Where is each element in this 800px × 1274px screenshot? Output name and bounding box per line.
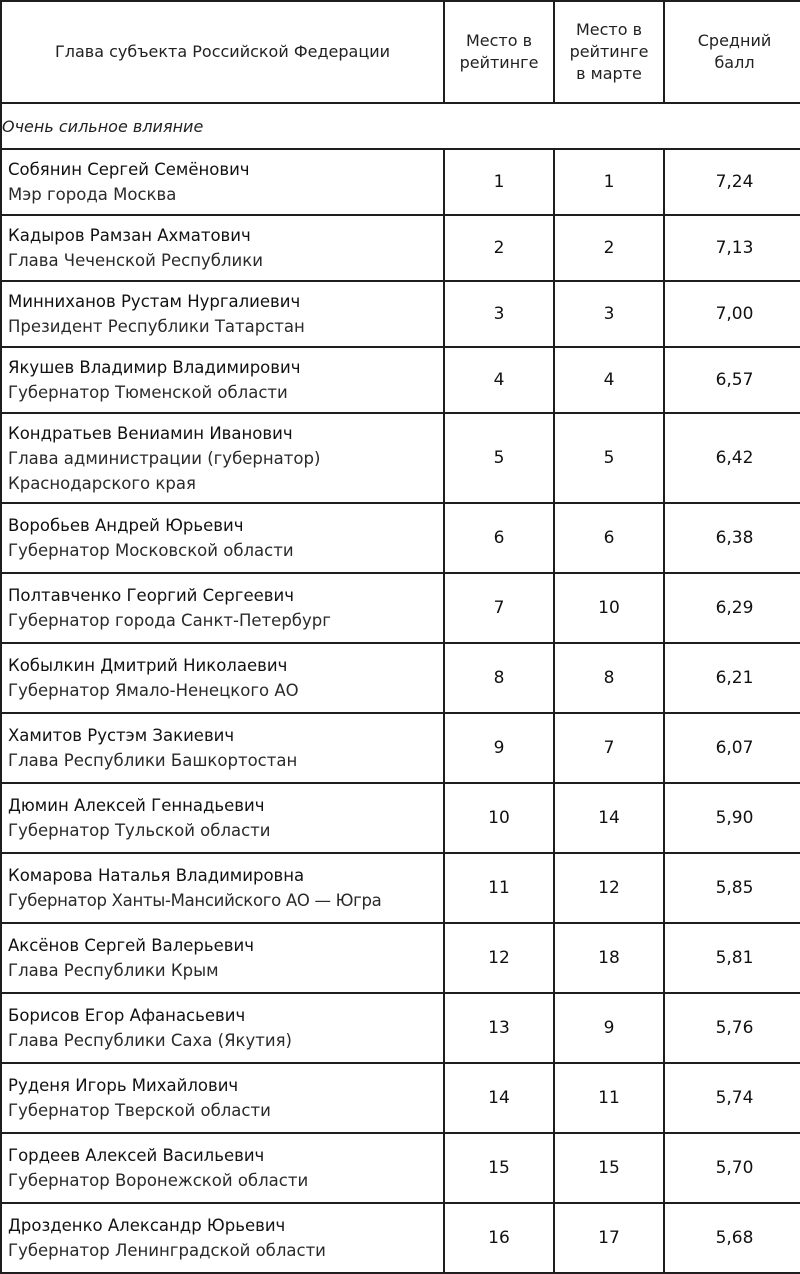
table-row bbox=[1, 347, 800, 413]
rank-cell: 7 bbox=[444, 573, 554, 643]
score-cell: 6,07 bbox=[664, 713, 800, 783]
rank-cell: 9 bbox=[444, 713, 554, 783]
person-name: Гордеев Алексей Васильевич bbox=[8, 1146, 265, 1165]
table-row bbox=[1, 413, 800, 503]
rank-cell: 15 bbox=[444, 1133, 554, 1203]
rank-march-cell: 17 bbox=[554, 1203, 664, 1273]
table-row bbox=[1, 1133, 800, 1203]
person-name: Руденя Игорь Михайлович bbox=[8, 1076, 239, 1095]
table-body bbox=[1, 103, 800, 1273]
score-cell: 7,13 bbox=[664, 215, 800, 281]
rank-cell: 13 bbox=[444, 993, 554, 1063]
score-cell: 6,57 bbox=[664, 347, 800, 413]
person-post-line-2: Краснодарского края bbox=[8, 473, 196, 493]
person-post: Мэр города Москва bbox=[8, 185, 177, 204]
header-rank-march: Место в рейтинге в марте bbox=[554, 1, 664, 103]
person-name: Якушев Владимир Владимирович bbox=[8, 358, 301, 377]
person-name: Аксёнов Сергей Валерьевич bbox=[8, 936, 254, 955]
score-cell: 7,00 bbox=[664, 281, 800, 347]
person-post: Губернатор Тверской области bbox=[8, 1101, 271, 1120]
score-cell: 6,42 bbox=[664, 413, 800, 503]
person-post: Губернатор Тюменской области bbox=[8, 383, 288, 402]
table-row bbox=[1, 573, 800, 643]
score-cell: 5,90 bbox=[664, 783, 800, 853]
person-name: Кобылкин Дмитрий Николаевич bbox=[8, 656, 288, 675]
table-row bbox=[1, 281, 800, 347]
rank-march-cell: 18 bbox=[554, 923, 664, 993]
person-post: Губернатор Воронежской области bbox=[8, 1171, 309, 1190]
score-cell: 6,29 bbox=[664, 573, 800, 643]
person-name: Дрозденко Александр Юрьевич bbox=[8, 1216, 286, 1235]
table-row bbox=[1, 1063, 800, 1133]
table-row bbox=[1, 853, 800, 923]
rank-march-cell: 7 bbox=[554, 713, 664, 783]
person-post: Глава Чеченской Республики bbox=[8, 251, 263, 270]
rank-cell: 4 bbox=[444, 347, 554, 413]
rank-march-cell: 9 bbox=[554, 993, 664, 1063]
rank-march-cell: 12 bbox=[554, 853, 664, 923]
person-post: Губернатор Ямало-Ненецкого АО bbox=[8, 681, 299, 700]
person-post: Губернатор Ханты-Мансийского АО — Югра bbox=[8, 891, 382, 910]
person-name: Воробьев Андрей Юрьевич bbox=[8, 516, 244, 535]
person-post: Глава Республики Саха (Якутия) bbox=[8, 1031, 292, 1050]
rank-march-cell: 8 bbox=[554, 643, 664, 713]
score-cell: 6,38 bbox=[664, 503, 800, 573]
rank-march-cell: 10 bbox=[554, 573, 664, 643]
score-cell: 7,24 bbox=[664, 149, 800, 215]
header-row bbox=[1, 1, 800, 103]
section-title: Очень сильное влияние bbox=[1, 103, 800, 149]
rank-march-cell: 11 bbox=[554, 1063, 664, 1133]
section-row bbox=[1, 103, 800, 149]
rank-cell: 14 bbox=[444, 1063, 554, 1133]
rank-cell: 11 bbox=[444, 853, 554, 923]
person-name: Кадыров Рамзан Ахматович bbox=[8, 226, 251, 245]
rank-cell: 5 bbox=[444, 413, 554, 503]
score-cell: 5,68 bbox=[664, 1203, 800, 1273]
person-post: Губернатор города Санкт-Петербург bbox=[8, 611, 331, 630]
person-post: Президент Республики Татарстан bbox=[8, 317, 305, 336]
score-cell: 5,70 bbox=[664, 1133, 800, 1203]
person-name: Полтавченко Георгий Сергеевич bbox=[8, 586, 294, 605]
rank-march-cell: 14 bbox=[554, 783, 664, 853]
table-row bbox=[1, 215, 800, 281]
rank-march-cell: 15 bbox=[554, 1133, 664, 1203]
person-name: Хамитов Рустэм Закиевич bbox=[8, 726, 235, 745]
table-row bbox=[1, 1203, 800, 1273]
person-name: Комарова Наталья Владимировна bbox=[8, 866, 305, 885]
header-governor: Глава субъекта Российской Федерации bbox=[1, 1, 444, 103]
person-post: Глава администрации (губернатор) bbox=[8, 448, 321, 468]
person-post: Губернатор Ленинградской области bbox=[8, 1241, 326, 1260]
table-row bbox=[1, 993, 800, 1063]
score-cell: 5,74 bbox=[664, 1063, 800, 1133]
rank-cell: 10 bbox=[444, 783, 554, 853]
rank-march-cell: 5 bbox=[554, 413, 664, 503]
rank-cell: 6 bbox=[444, 503, 554, 573]
person-post: Губернатор Тульской области bbox=[8, 821, 271, 840]
score-cell: 5,81 bbox=[664, 923, 800, 993]
rank-march-cell: 2 bbox=[554, 215, 664, 281]
person-name: Дюмин Алексей Геннадьевич bbox=[8, 796, 265, 815]
person-post: Губернатор Московской области bbox=[8, 541, 294, 560]
table-row bbox=[1, 503, 800, 573]
table-row bbox=[1, 713, 800, 783]
rank-cell: 2 bbox=[444, 215, 554, 281]
rank-march-cell: 6 bbox=[554, 503, 664, 573]
table-row bbox=[1, 643, 800, 713]
table-row bbox=[1, 783, 800, 853]
rank-cell: 12 bbox=[444, 923, 554, 993]
rank-march-cell: 1 bbox=[554, 149, 664, 215]
person-name: Минниханов Рустам Нургалиевич bbox=[8, 292, 301, 311]
rank-cell: 3 bbox=[444, 281, 554, 347]
score-cell: 5,85 bbox=[664, 853, 800, 923]
table-row bbox=[1, 149, 800, 215]
rank-cell: 1 bbox=[444, 149, 554, 215]
rank-cell: 16 bbox=[444, 1203, 554, 1273]
person-name: Кондратьев Вениамин Иванович bbox=[8, 423, 293, 443]
score-cell: 6,21 bbox=[664, 643, 800, 713]
header-score: Средний балл bbox=[664, 1, 800, 103]
header-rank: Место в рейтинге bbox=[444, 1, 554, 103]
person-name: Борисов Егор Афанасьевич bbox=[8, 1006, 246, 1025]
person-post: Глава Республики Крым bbox=[8, 961, 219, 980]
person-post: Глава Республики Башкортостан bbox=[8, 751, 298, 770]
person-name: Собянин Сергей Семёнович bbox=[8, 160, 250, 179]
rank-march-cell: 4 bbox=[554, 347, 664, 413]
table-row bbox=[1, 923, 800, 993]
score-cell: 5,76 bbox=[664, 993, 800, 1063]
rank-cell: 8 bbox=[444, 643, 554, 713]
rank-march-cell: 3 bbox=[554, 281, 664, 347]
